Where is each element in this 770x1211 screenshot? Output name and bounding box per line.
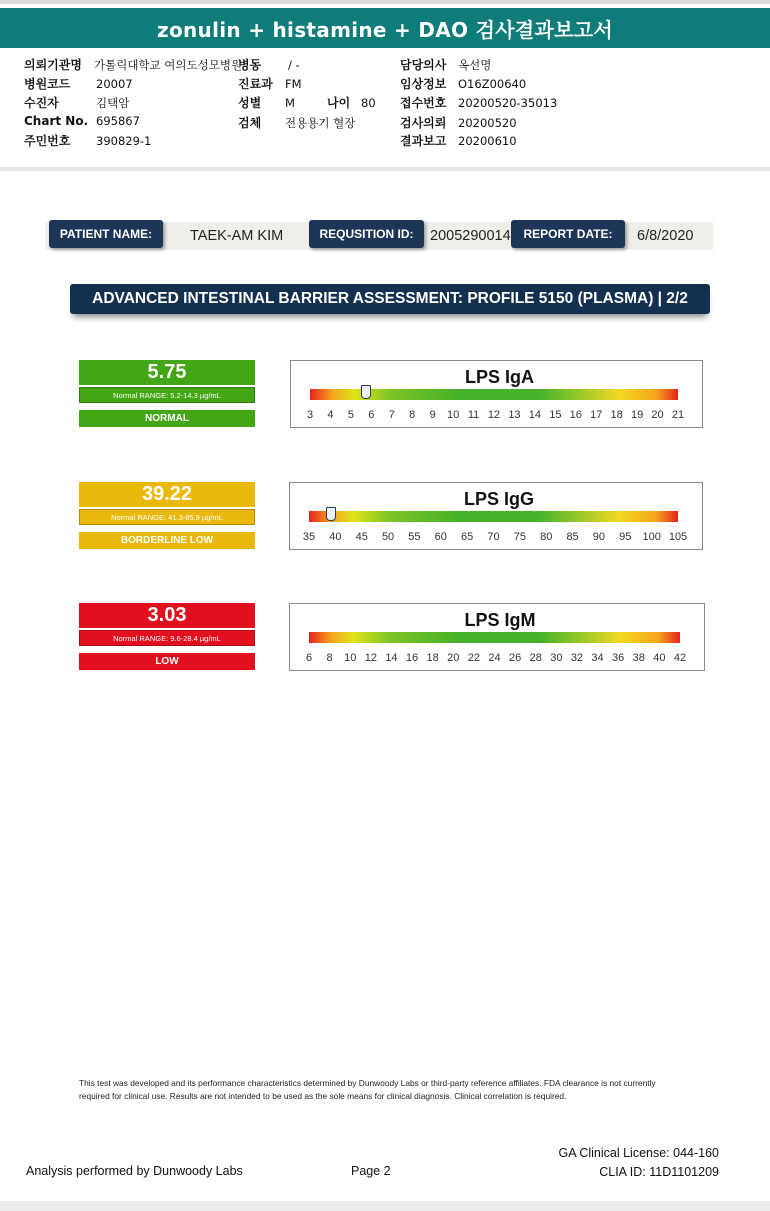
- lps-iga-tick-label: 8: [409, 409, 416, 421]
- lps-igg-tick-label: 45: [355, 531, 368, 543]
- age-label: 나이: [327, 96, 351, 110]
- ward-label: 병동: [238, 58, 262, 72]
- institution-value: 가톨릭대학교 여의도성모병원: [94, 58, 243, 72]
- lps-iga-status: NORMAL: [79, 410, 255, 427]
- doctor-value: 옥선명: [458, 58, 492, 72]
- lps-igg-tick-label: 70: [487, 531, 500, 543]
- specimen-row: [238, 114, 355, 131]
- lps-iga-tick-label: 5: [347, 409, 354, 421]
- lps-iga-tick-label: 9: [429, 409, 436, 421]
- lps-igm-tick-label: 28: [529, 652, 542, 664]
- lps-iga-value-marker: [361, 385, 371, 399]
- lps-igm-tick-label: 22: [467, 652, 480, 664]
- hospital-code-value: 20007: [96, 77, 133, 91]
- report-row: [400, 132, 517, 149]
- lps-iga-tick-label: 20: [651, 409, 664, 421]
- lps-igm-tick-label: 20: [447, 652, 460, 664]
- lps-iga-value-box: 5.75: [79, 360, 255, 385]
- rrn-label: 주민번호: [24, 134, 71, 148]
- report-value: 20200610: [458, 134, 517, 148]
- report-label: 결과보고: [400, 134, 447, 148]
- dept-value: FM: [285, 77, 302, 91]
- lps-igm-tick-label: 24: [488, 652, 501, 664]
- doctor-row: [400, 56, 491, 73]
- lps-igg-tick-label: 105: [668, 531, 688, 543]
- request-label: 검사의뢰: [400, 116, 447, 130]
- lps-igm-tick-label: 18: [426, 652, 439, 664]
- request-row: [400, 114, 517, 131]
- lps-iga-tick-label: 3: [306, 409, 314, 421]
- lps-iga-tick-label: 4: [327, 409, 334, 421]
- lps-iga-tick-label: 13: [508, 409, 521, 421]
- lps-iga-tick-label: 14: [528, 409, 541, 421]
- requisition-id-value: 2005290014: [430, 228, 511, 244]
- hospital-code-label: 병원코드: [24, 77, 71, 91]
- lps-igm-tick-label: 34: [591, 652, 604, 664]
- lps-iga-tick-label: 7: [388, 409, 395, 421]
- clinical-value: O16Z00640: [458, 77, 527, 91]
- lps-igg-tick-label: 95: [619, 531, 632, 543]
- lps-igm-gauge-title: LPS IgM: [464, 610, 536, 630]
- patient-row: [24, 94, 129, 111]
- sex-label: 성별: [238, 96, 262, 110]
- lps-igg-tick-label: 40: [329, 531, 342, 543]
- receipt-label: 접수번호: [400, 96, 447, 110]
- receipt-value: 20200520-35013: [458, 96, 558, 110]
- age-value: 80: [361, 96, 376, 110]
- lps-igm-tick-label: 8: [326, 652, 333, 664]
- clia-id: CLIA ID: 11D1101209: [599, 1165, 719, 1179]
- lps-igm-tick-label: 32: [570, 652, 584, 664]
- lps-igm-value-box: 3.03: [79, 603, 255, 628]
- lps-igg-normal-range: Normal RANGE: 41.3-85.9 µg/mL: [79, 509, 255, 525]
- ga-license: GA Clinical License: 044-160: [558, 1146, 719, 1160]
- lps-igm-tick-label: 6: [305, 652, 313, 664]
- chart-value: 695867: [96, 114, 140, 128]
- receipt-row: [400, 94, 557, 111]
- clinical-row: [400, 75, 526, 92]
- patient-label: 수진자: [24, 96, 59, 110]
- lps-igm-tick-label: 40: [653, 652, 666, 664]
- report-date-value: 6/8/2020: [637, 228, 694, 244]
- hospital-code-row: [24, 75, 133, 92]
- lps-igg-tick-label: 80: [540, 531, 553, 543]
- report-date-label: REPORT DATE:: [511, 220, 625, 248]
- lps-iga-tick-label: 10: [446, 409, 460, 421]
- lps-igg-tick-label: 75: [513, 531, 526, 543]
- lps-iga-normal-range: Normal RANGE: 5.2-14.3 µg/mL: [79, 387, 255, 403]
- lps-iga-tick-label: 19: [630, 409, 644, 421]
- lps-iga-tick-label: 11: [467, 409, 480, 421]
- ward-row: [238, 56, 300, 73]
- lps-iga-tick-label: 16: [569, 409, 582, 421]
- lps-igm-tick-label: 12: [364, 652, 377, 664]
- lps-igm-tick-label: 14: [385, 652, 398, 664]
- lps-igm-tick-label: 26: [508, 652, 522, 664]
- lps-igm-normal-range: Normal RANGE: 9.6-28.4 µg/mL: [79, 630, 255, 646]
- lps-igm-tick-label: 38: [632, 652, 645, 664]
- lps-iga-gauge-title: LPS IgA: [464, 367, 535, 387]
- section-title: ADVANCED INTESTINAL BARRIER ASSESSMENT: PROFILE 5150 (PLASMA) | 2/2: [70, 284, 710, 314]
- lps-iga-tick-label: 18: [610, 409, 623, 421]
- report-banner-title: zonulin + histamine + DAO 검사결과보고서: [0, 8, 770, 48]
- disclaimer: This test was developed and its performance characteristics determined by Dunwoody Labs or third-party reference affiliates. FDA clearance is not currently required for clinical use. Results are not intended to be used as the sole means for clinical diagnosis. Clinical correlation is required.: [79, 1078, 656, 1101]
- lps-igg-tick-label: 50: [381, 531, 395, 543]
- lps-igg-tick-label: 55: [408, 531, 421, 543]
- institution-label: 의뢰기관명: [24, 58, 82, 72]
- patient-name-value: TAEK-AM KIM: [190, 228, 284, 244]
- ward-value: / -: [288, 58, 300, 72]
- dept-label: 진료과: [238, 77, 273, 91]
- lps-igg-tick-label: 35: [302, 531, 316, 543]
- lps-igg-tick-label: 65: [461, 531, 474, 543]
- lps-igg-tick-label: 100: [642, 531, 661, 543]
- performed-by: Analysis performed by Dunwoody Labs: [26, 1164, 243, 1178]
- specimen-label: 검체: [238, 116, 262, 130]
- sex-value: M: [285, 96, 295, 110]
- doctor-label: 담당의사: [400, 58, 447, 72]
- lps-igg-status: BORDERLINE LOW: [79, 532, 255, 549]
- lps-igg-value-box: 39.22: [79, 482, 255, 507]
- lps-igg-tick-label: 60: [434, 531, 447, 543]
- lps-igg-gauge-title: LPS IgG: [463, 489, 535, 509]
- lps-iga-tick-label: 12: [487, 409, 501, 421]
- lps-igg-tick-label: 85: [566, 531, 579, 543]
- bottom-border: [0, 1201, 770, 1211]
- requisition-id-label: REQUSITION ID:: [309, 220, 424, 248]
- lps-iga-tick-label: 6: [368, 409, 375, 421]
- lps-igm-tick-label: 30: [550, 652, 563, 664]
- patient-value: 김택암: [96, 96, 130, 110]
- page-number: Page 2: [351, 1164, 391, 1178]
- lps-igm-tick-label: 42: [673, 652, 687, 664]
- lps-igg-gauge-bar: [309, 511, 678, 522]
- request-value: 20200520: [458, 116, 517, 130]
- clinical-label: 임상정보: [400, 77, 447, 91]
- sex-row: [238, 94, 376, 111]
- lps-iga-tick-label: 15: [549, 409, 562, 421]
- dept-row: [238, 75, 302, 92]
- lps-iga-tick-label: 17: [590, 409, 603, 421]
- lps-igm-gauge-bar: [309, 632, 680, 643]
- header-divider: [0, 167, 770, 171]
- lps-igm-tick-label: 16: [405, 652, 419, 664]
- top-border: [0, 0, 770, 4]
- lps-igm-status: LOW: [79, 653, 255, 670]
- lps-igm-tick-label: 36: [612, 652, 625, 664]
- specimen-value: 전용용기 혈장: [285, 116, 356, 130]
- lps-iga-tick-label: 21: [671, 409, 685, 421]
- rrn-value: 390829-1: [96, 134, 152, 148]
- chart-label: Chart No.: [24, 114, 89, 128]
- rrn-row: [24, 132, 151, 149]
- lps-igg-tick-label: 90: [592, 531, 606, 543]
- lps-igm-tick-label: 10: [344, 652, 357, 664]
- chart-row: [24, 114, 140, 128]
- lps-igg-value-marker: [326, 507, 336, 521]
- patient-name-label: PATIENT NAME:: [49, 220, 163, 248]
- institution-row: [24, 56, 242, 73]
